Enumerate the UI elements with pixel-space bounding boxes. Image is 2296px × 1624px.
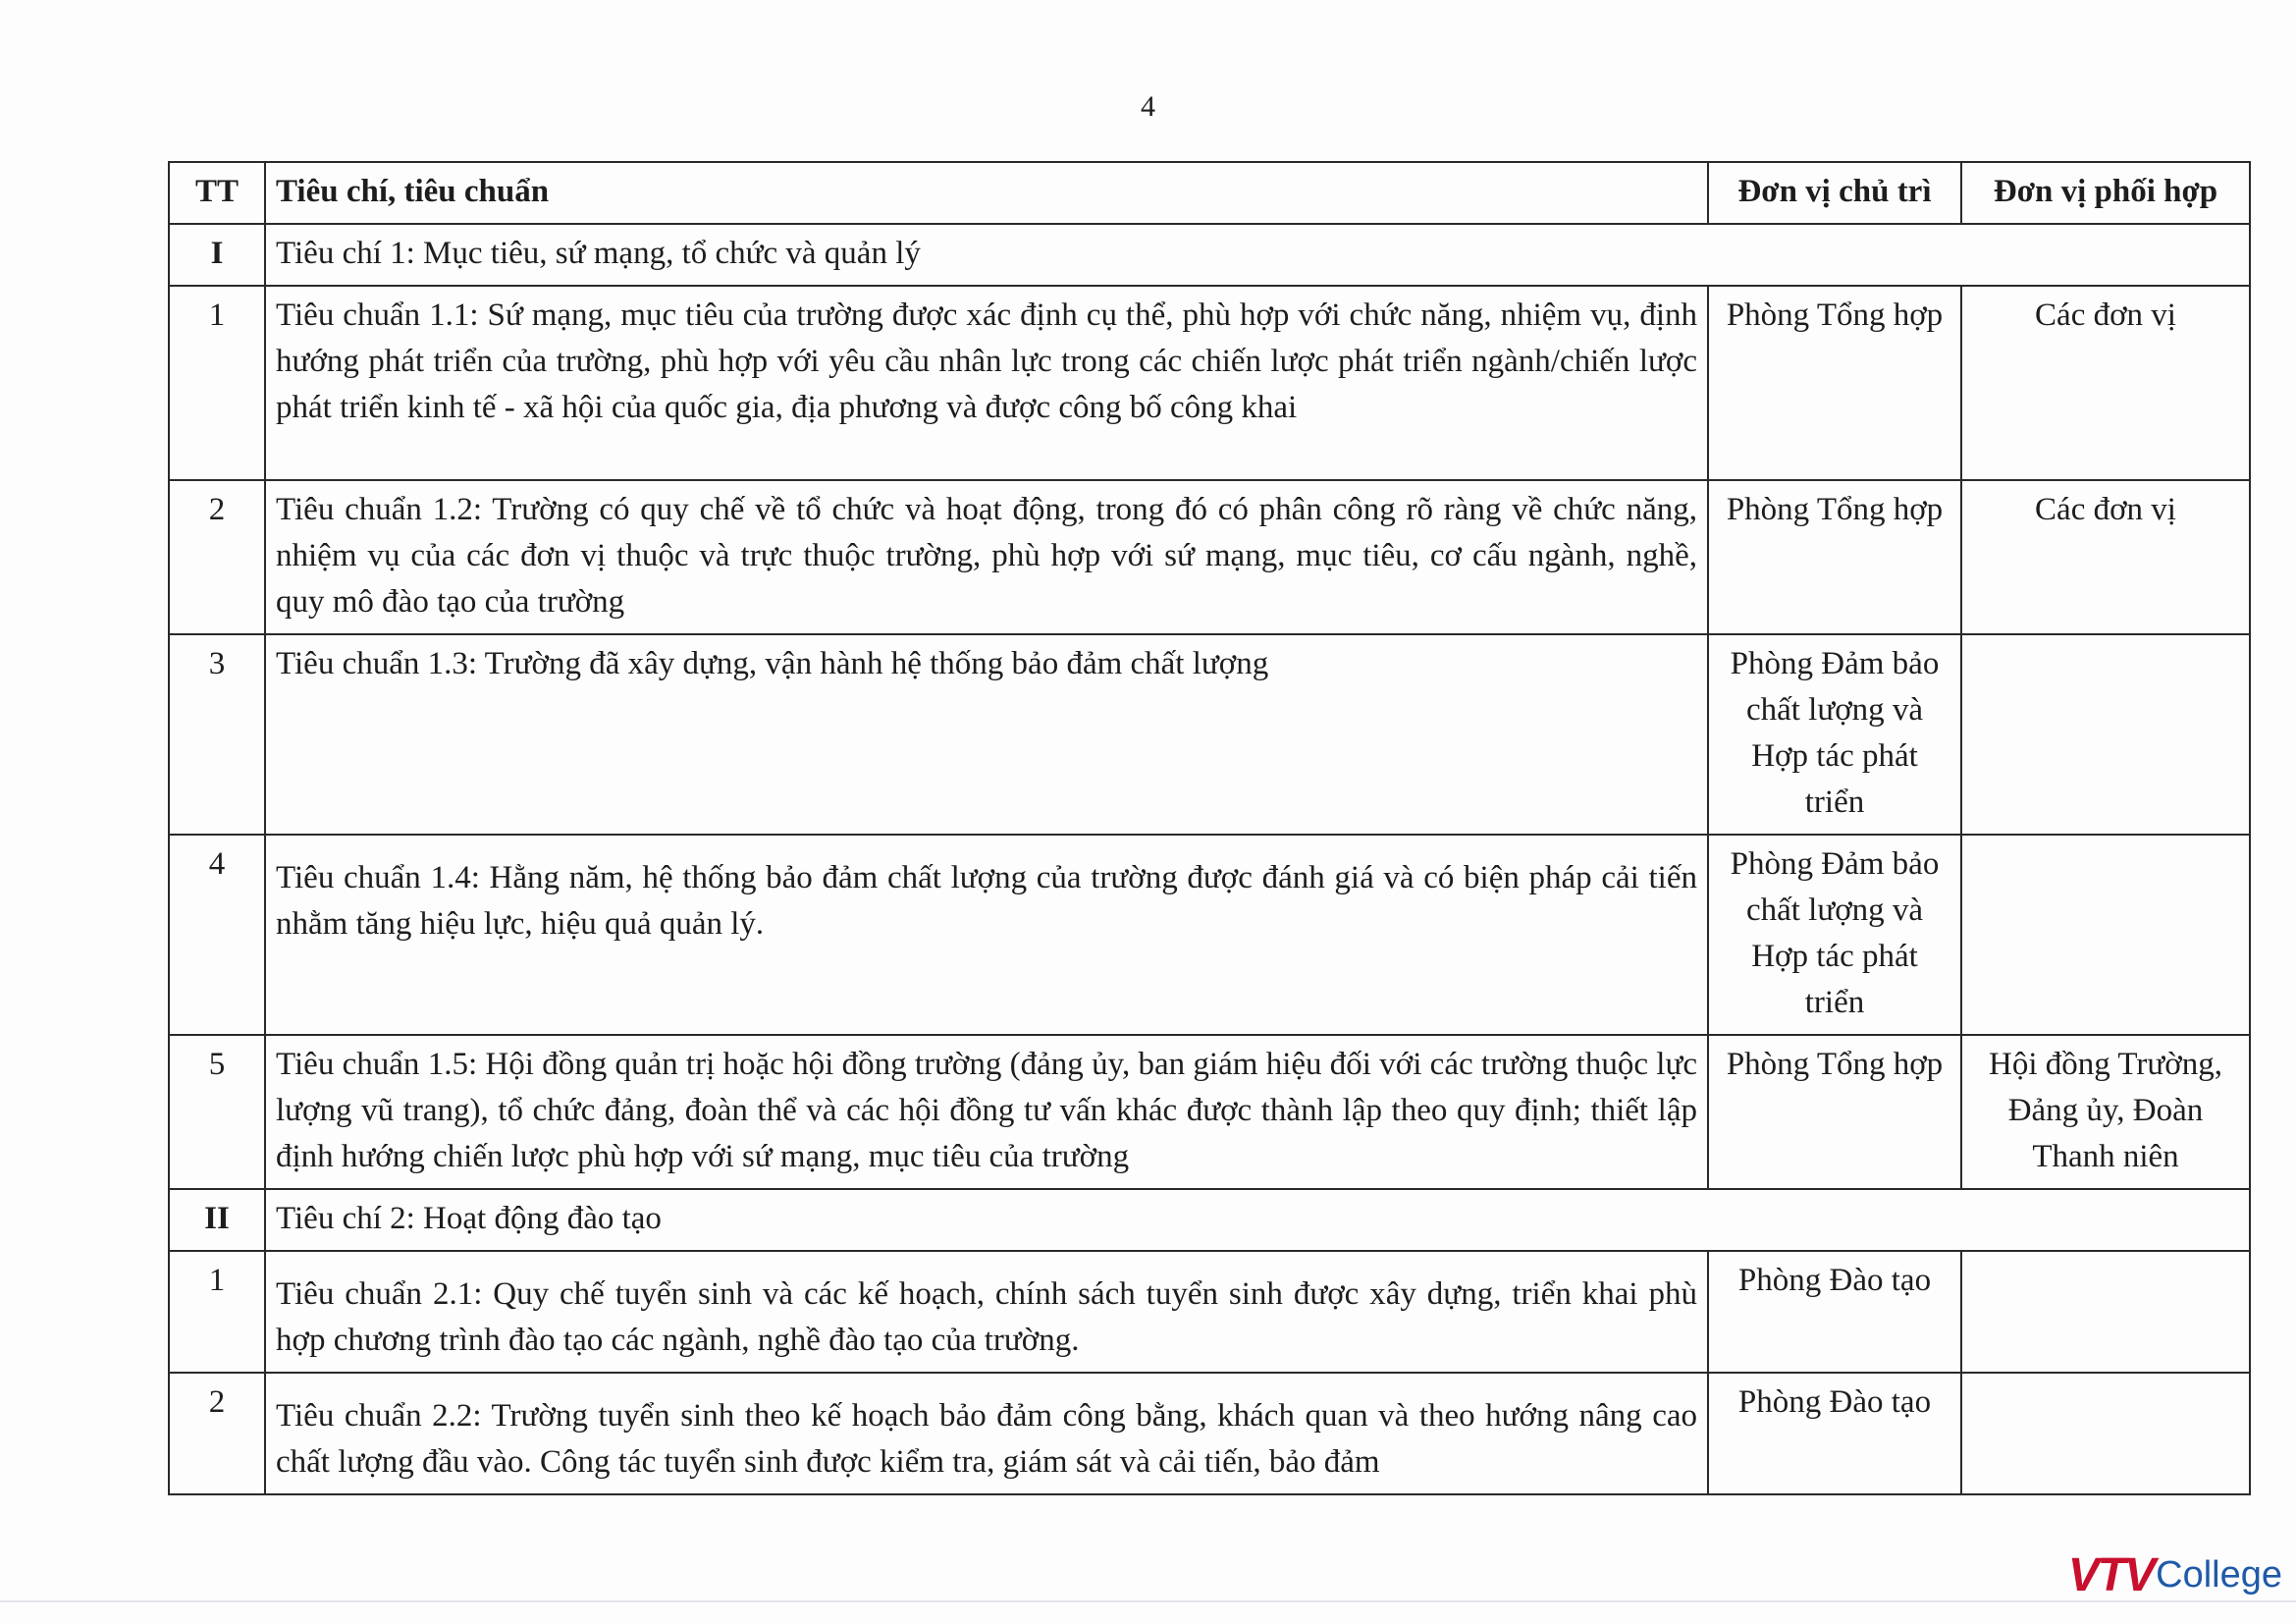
row-lead-unit: Phòng Tổng hợp (1708, 1035, 1961, 1189)
row-tt: 4 (169, 835, 265, 1035)
row-tt: 1 (169, 1251, 265, 1373)
row-coop-unit: Các đơn vị (1961, 286, 2250, 480)
section-title: Tiêu chí 2: Hoạt động đào tạo (265, 1189, 2250, 1251)
table-row (169, 1035, 2250, 1189)
row-lead-unit: Phòng Đảm bảo chất lượng và Hợp tác phát triển (1708, 634, 1961, 835)
section-title: Tiêu chí 1: Mục tiêu, sứ mạng, tổ chức và quản lý (265, 224, 2250, 286)
header-criteria: Tiêu chí, tiêu chuẩn (265, 162, 1708, 224)
table-row (169, 1251, 2250, 1373)
table-row (169, 1373, 2250, 1494)
row-tt: 2 (169, 1373, 265, 1494)
criteria-table (168, 161, 2251, 1495)
row-criteria-text: Tiêu chuẩn 1.5: Hội đồng quản trị hoặc hội đồng trường (đảng ủy, ban giám hiệu đối với các trường thuộc lực lượng vũ trang), tổ chức đảng, đoàn thể và các hội đồng tư vấn khác được thành lập theo quy định; thiết lập định hướng chiến lược phù hợp với sứ mạng, mục tiêu của trường (265, 1035, 1708, 1189)
table-row (169, 480, 2250, 634)
header-tt: TT (169, 162, 265, 224)
page-number: 4 (1141, 90, 1155, 123)
row-tt: 3 (169, 634, 265, 835)
row-criteria-text: Tiêu chuẩn 1.1: Sứ mạng, mục tiêu của trường được xác định cụ thể, phù hợp với chức năng, nhiệm vụ, định hướng phát triển của trường, phù hợp với yêu cầu nhân lực trong các chiến lược phát triển ngành/chiến lược phát triển kinh tế - xã hội của quốc gia, địa phương và được công bố công khai (265, 286, 1708, 480)
row-lead-unit: Phòng Tổng hợp (1708, 480, 1961, 634)
row-lead-unit: Phòng Đào tạo (1708, 1251, 1961, 1373)
row-coop-unit (1961, 1373, 2250, 1494)
row-coop-unit (1961, 1251, 2250, 1373)
row-tt: 2 (169, 480, 265, 634)
table-header-row (169, 162, 2250, 224)
row-coop-unit (1961, 835, 2250, 1035)
row-coop-unit: Các đơn vị (1961, 480, 2250, 634)
section-row-2 (169, 1189, 2250, 1251)
table-row (169, 634, 2250, 835)
row-coop-unit: Hội đồng Trường, Đảng ủy, Đoàn Thanh niên (1961, 1035, 2250, 1189)
row-tt: 5 (169, 1035, 265, 1189)
vtv-college-logo (2068, 1545, 2282, 1604)
header-coop-unit: Đơn vị phối hợp (1961, 162, 2250, 224)
section-row-1 (169, 224, 2250, 286)
row-criteria-text: Tiêu chuẩn 1.3: Trường đã xây dựng, vận hành hệ thống bảo đảm chất lượng (265, 634, 1708, 835)
section-tt: II (169, 1189, 265, 1251)
row-criteria-text: Tiêu chuẩn 1.2: Trường có quy chế về tổ chức và hoạt động, trong đó có phân công rõ ràng về chức năng, nhiệm vụ của các đơn vị thuộc và trực thuộc trường, phù hợp với sứ mạng, mục tiêu, cơ cấu ngành, nghề, quy mô đào tạo của trường (265, 480, 1708, 634)
table-row (169, 286, 2250, 480)
table-row (169, 835, 2250, 1035)
row-coop-unit (1961, 634, 2250, 835)
row-lead-unit: Phòng Tổng hợp (1708, 286, 1961, 480)
row-lead-unit: Phòng Đảm bảo chất lượng và Hợp tác phát triển (1708, 835, 1961, 1035)
row-criteria-text: Tiêu chuẩn 2.1: Quy chế tuyển sinh và các kế hoạch, chính sách tuyển sinh được xây dựng, triển khai phù hợp chương trình đào tạo các ngành, nghề đào tạo của trường. (265, 1251, 1708, 1373)
logo-suffix: College (2156, 1553, 2282, 1596)
row-criteria-text: Tiêu chuẩn 1.4: Hằng năm, hệ thống bảo đảm chất lượng của trường được đánh giá và có biện pháp cải tiến nhằm tăng hiệu lực, hiệu quả quản lý. (265, 835, 1708, 1035)
section-tt: I (169, 224, 265, 286)
scan-edge-line (0, 1600, 2296, 1602)
logo-brand: VTV (2067, 1548, 2155, 1601)
row-lead-unit: Phòng Đào tạo (1708, 1373, 1961, 1494)
row-tt: 1 (169, 286, 265, 480)
row-criteria-text: Tiêu chuẩn 2.2: Trường tuyển sinh theo kế hoạch bảo đảm công bằng, khách quan và theo hướng nâng cao chất lượng đầu vào. Công tác tuyển sinh được kiểm tra, giám sát và cải tiến, bảo đảm (265, 1373, 1708, 1494)
header-lead-unit: Đơn vị chủ trì (1708, 162, 1961, 224)
